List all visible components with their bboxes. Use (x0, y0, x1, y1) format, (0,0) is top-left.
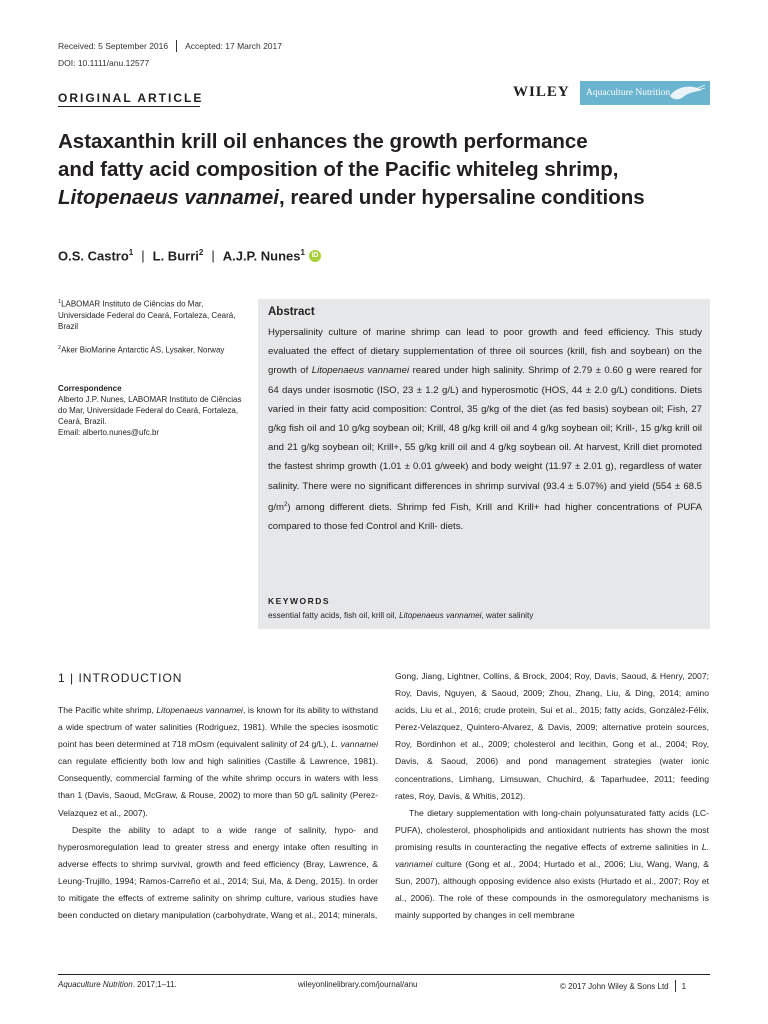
page-number: 1 (681, 981, 687, 991)
article-title (58, 128, 738, 212)
paragraph: The dietary supplementation with long-chain polyunsaturated fatty acids (LC-PUFA), cholesterol, phospholipids and antioxidant nutrients has shown the most promising results in counteracting the negative effects of extreme salinities in L. vannamei culture (Gong et al., 2004; Hurtado et al., 2006; Liu, Wang, Wang, & Sun, 2007), although opposing evidence also exists (Hurtado et al., 2007; Roy et al., 2006). The role of these compounds in the osmoregulatory mechanisms is mainly supported by changes in cell membrane (395, 807, 709, 921)
title-line: and fatty acid composition of the Pacific whiteleg shrimp, (58, 158, 619, 181)
affiliation-2: $^2$Aker BioMarine Antarctic AS, Lysaker, Norway (58, 345, 225, 355)
abstract-text: Hypersalinity culture of marine shrimp can lead to poor growth and feed efficiency. This study evaluated the effect of dietary supplementation of three oil sources (krill, fish and soybean) on the growth of Litopenaeus vannamei reared under high salinity. Shrimp of 2.79 ± 0.60 g were reared for 64 days under isosmotic (ISO, 23 ± 1.2 g/L) and hyperosmotic (HOS, 44 ± 2.0 g/L) conditions. Diets varied in their fatty acid composition: Control, 35 g/kg of the diet (as fed basis) soybean oil; Fish, 27 g/kg fish oil and 10 g/kg soybean oil; Krill, 48 g/kg krill oil and 4 g/kg soybean oil; Krill-, 15 g/kg krill oil and 21 g/kg soybean oil; Krill+, 55 g/kg krill oil and 4 g/kg soybean oil. At harvest, Krill diet promoted the fastest shrimp growth (1.01 ± 0.01 g/week) and body weight (11.97 ± 2.01 g), regardless of water salinity. There were no significant differences in shrimp survival (93.4 ± 5.07%) and yield (554 ± 68.5 $g/m^2$) among different diets. Shrimp fed Fish, Krill and Krill+ had higher concentrations of PUFA compared to those fed Control and Krill- diets. (268, 327, 702, 533)
body-column-right (395, 668, 709, 924)
divider (58, 106, 200, 107)
correspondence (58, 394, 248, 438)
copyright: © 2017 John Wiley & Sons Ltd (560, 981, 669, 991)
journal-name: Aquaculture Nutrition (586, 88, 671, 98)
publisher-logo: WILEY (513, 84, 570, 100)
correspondence-heading: Correspondence (58, 384, 122, 393)
title-line (58, 184, 738, 212)
accepted-date: Accepted: 17 March 2017 (185, 41, 282, 51)
doi[interactable]: DOI: 10.1111/anu.12577 (58, 58, 150, 68)
abstract-heading: Abstract (268, 306, 315, 318)
article-type: ORIGINAL ARTICLE (58, 91, 204, 105)
paragraph: Gong, Jiang, Lightner, Collins, & Brock, 2004; Roy, Davis, Saoud, & Henry, 2007; Roy, Davis, Nguyen, & Saoud, 2009; Zhou, Zhang, Liu, & Ding, 2014; amino acids, Liu et al., 2016; crude protein, Sui et al., 2015; fatty acids, González-Félix, Perez-Velazquez, Quintero-Alvarez, & Davis, 2009; alternative protein sources, Roy, Bordinhon et al., 2009; cholesterol and lecithin, Gong et al., 2004; Roy, Davis, & Saoud, 2006) and pond management strategies (water ionic concentrations, Limhang, Limsuwan, Chuchird, & Taparhudee, 2011; feeding rates, Roy, Davis, & Whitis, 2012). (395, 671, 709, 801)
journal-badge (580, 81, 710, 105)
paragraph: The Pacific white shrimp, Litopenaeus vannamei, is known for its ability to withstand a wide spectrum of water salinities (Rodriguez, 1981). While the species isosmotic point has been determined at 718 mOsm (equivalent salinity of 24 g/L), L. vannamei can regulate efficiently both low and high salinities (Castille & Lawrence, 1981). Consequently, commercial farming of the white shrimp occurs in waters with less than 1 (Davis, Saoud, McGraw, & Rouse, 2002) to more than 50 g/L salinity (Perez-Velazquez et al., 2007). (58, 705, 379, 818)
author[interactable]: O.S. Castro$^1$ (58, 248, 134, 264)
footer-citation: Aquaculture Nutrition. 2017;1–11. (58, 980, 177, 989)
author-separator: | (141, 248, 145, 264)
footer-divider (58, 974, 710, 975)
author-separator: | (211, 248, 215, 264)
footer-right (560, 980, 686, 992)
paragraph: Despite the ability to adapt to a wide range of salinity, hypo- and hyperosmoregulation lead to greater stress and energy intake often resulting in adverse effects to shrimp survival, growth and feed efficiency (Bray, Lawrence, & Leung-Trujillo, 1994; Ramos-Carreño et al., 2014; Sui, Ma, & Deng, 2015). In order to mitigate the effects of extreme salinity on shrimp culture, various studies have been conducted on dietary manipulation (carbohydrate, Wang et al., 2014; minerals, (58, 824, 378, 921)
divider (675, 980, 676, 992)
received-accepted-line (58, 40, 282, 52)
section-heading: 1 | INTRODUCTION (58, 671, 183, 685)
correspondence-email[interactable]: Email: alberto.nunes@ufc.br (58, 428, 160, 437)
correspondence-address: Alberto J.P. Nunes, LABOMAR Instituto de Ciências do Mar, Universidade Federal do Ceará, Fortaleza, Ceará, Brazil. (58, 395, 242, 426)
body-column-left (58, 702, 378, 924)
keywords-heading: KEYWORDS (268, 596, 331, 606)
affiliation-1: $^1$LABOMAR Instituto de Ciências do Mar, Universidade Federal do Ceará, Fortaleza, Ceará, Brazil (58, 299, 236, 331)
title-line: Astaxanthin krill oil enhances the growth performance (58, 130, 588, 153)
orcid-icon[interactable]: iD (309, 250, 321, 262)
author[interactable]: L. Burri$^2$ (152, 248, 204, 264)
title-line-rest: , reared under hypersaline conditions (279, 186, 645, 209)
author[interactable]: A.J.P. Nunes$^1$ (222, 248, 305, 264)
species-name: Litopenaeus vannamei (58, 186, 280, 209)
keywords: essential fatty acids, fish oil, krill oil, Litopenaeus vannamei, water salinity (268, 611, 534, 620)
received-date: Received: 5 September 2016 (58, 41, 169, 51)
divider (176, 40, 177, 52)
author-list (58, 248, 321, 263)
shrimp-icon (666, 84, 706, 102)
footer-url[interactable]: wileyonlinelibrary.com/journal/anu (298, 980, 418, 989)
